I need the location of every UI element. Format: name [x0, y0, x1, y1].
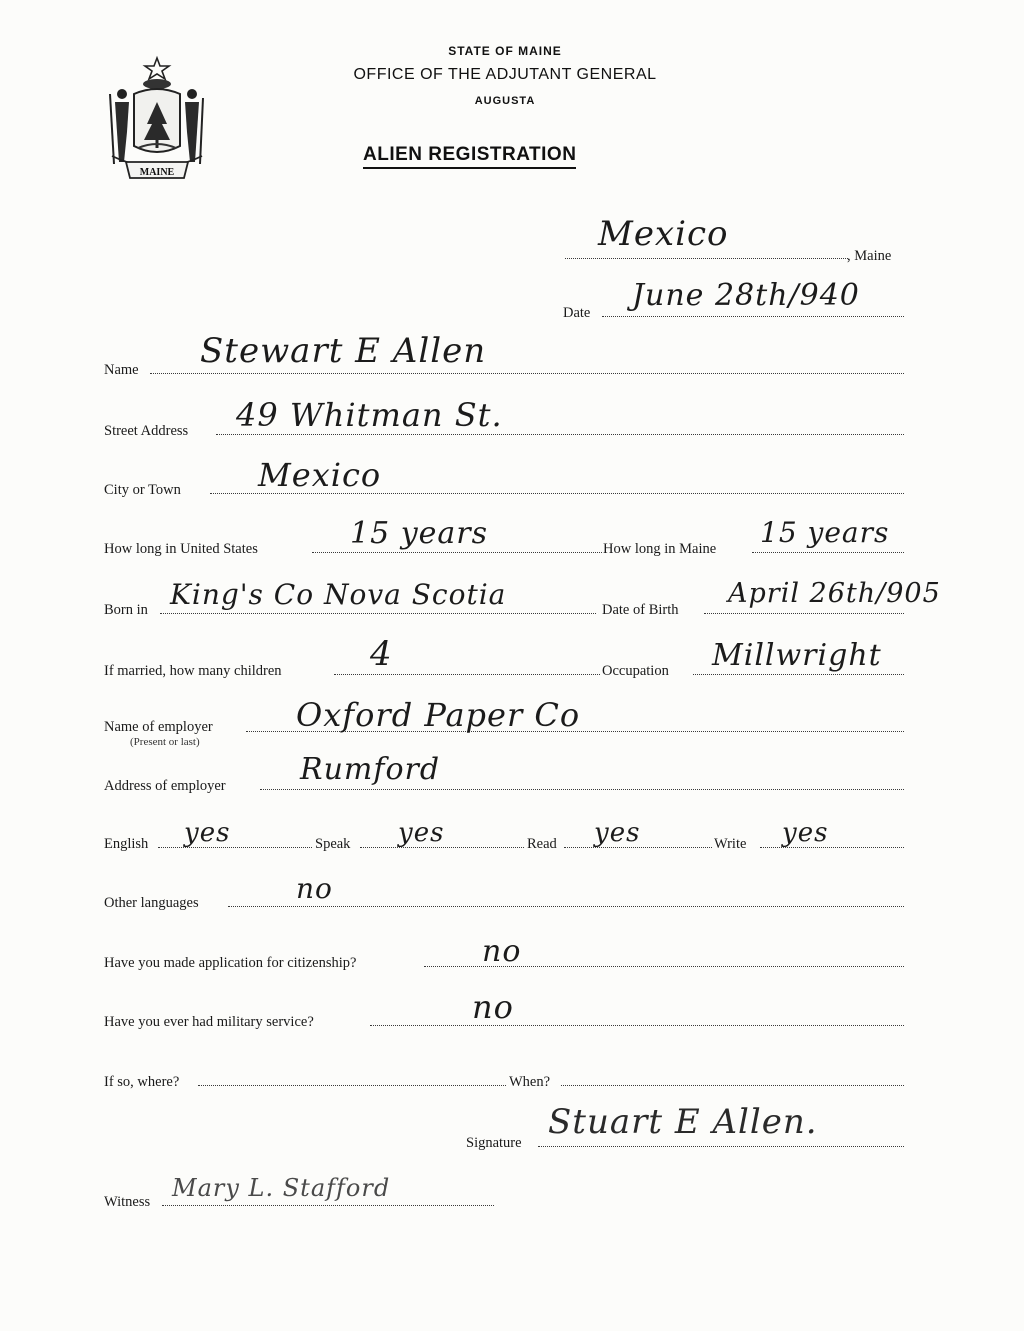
when-label: When?: [509, 1074, 551, 1090]
citizenship-value: no: [482, 934, 522, 969]
born-value: King's Co Nova Scotia: [170, 578, 507, 611]
signature-value: Stuart E Allen.: [548, 1102, 818, 1142]
born-label: Born in: [104, 602, 148, 618]
long-maine-label: How long in Maine: [603, 541, 717, 557]
read-value: yes: [594, 818, 641, 848]
form-title: ALIEN REGISTRATION: [363, 144, 576, 169]
english-label: English: [104, 836, 149, 852]
dob-value: April 26th/905: [728, 578, 941, 609]
read-label: Read: [527, 836, 557, 852]
children-line: [334, 674, 600, 675]
signature-label: Signature: [466, 1135, 522, 1151]
place-value: Mexico: [598, 214, 729, 254]
speak-value: yes: [398, 818, 445, 848]
long-maine-line: [752, 552, 904, 553]
street-value: 49 Whitman St.: [236, 396, 503, 434]
witness-line: [162, 1205, 494, 1206]
born-line: [160, 613, 596, 614]
date-label: Date: [563, 305, 591, 321]
header-office: OFFICE OF THE ADJUTANT GENERAL: [353, 66, 657, 83]
witness-label: Witness: [104, 1194, 151, 1210]
date-line: [602, 316, 904, 317]
speak-label: Speak: [315, 836, 351, 852]
citizenship-label: Have you made application for citizenship?: [104, 955, 357, 971]
employer-sublabel: (Present or last): [130, 736, 200, 748]
long-us-line: [312, 552, 602, 553]
employer-address-value: Rumford: [300, 752, 441, 787]
employer-address-label: Address of employer: [104, 778, 226, 794]
witness-value: Mary L. Stafford: [172, 1174, 391, 1202]
city-value: Mexico: [258, 456, 382, 494]
signature-line: [538, 1146, 904, 1147]
name-value: Stewart E Allen: [200, 331, 487, 371]
english-line: [158, 847, 312, 848]
military-line: [370, 1025, 904, 1026]
other-languages-label: Other languages: [104, 895, 199, 911]
employer-label: Name of employer: [104, 719, 213, 735]
other-languages-value: no: [296, 872, 333, 905]
when-line: [561, 1085, 904, 1086]
occupation-label: Occupation: [602, 663, 669, 679]
other-languages-line: [228, 906, 904, 907]
date-value: June 28th/940: [632, 278, 860, 313]
employer-address-line: [260, 789, 904, 790]
long-maine-value: 15 years: [760, 516, 890, 549]
header-city: AUGUSTA: [474, 95, 536, 107]
write-value: yes: [782, 818, 829, 848]
long-us-value: 15 years: [350, 516, 489, 551]
street-label: Street Address: [104, 423, 189, 439]
where-line: [198, 1085, 506, 1086]
occupation-line: [693, 674, 904, 675]
place-line: [565, 258, 848, 259]
dob-line: [704, 613, 904, 614]
header-state: STATE OF MAINE: [448, 44, 562, 58]
english-value: yes: [184, 818, 231, 848]
write-label: Write: [714, 836, 747, 852]
children-label: If married, how many children: [104, 663, 282, 679]
long-us-label: How long in United States: [104, 541, 258, 557]
dob-label: Date of Birth: [602, 602, 679, 618]
employer-value: Oxford Paper Co: [296, 696, 581, 734]
occupation-value: Millwright: [712, 638, 882, 673]
name-line: [150, 373, 904, 374]
military-value: no: [472, 988, 514, 1026]
city-label: City or Town: [104, 482, 181, 498]
military-label: Have you ever had military service?: [104, 1014, 314, 1030]
where-label: If so, where?: [104, 1074, 180, 1090]
name-label: Name: [104, 362, 139, 378]
svg-text:MAINE: MAINE: [139, 167, 175, 178]
children-value: 4: [370, 634, 393, 674]
place-label: , Maine: [847, 248, 892, 264]
street-line: [216, 434, 904, 435]
